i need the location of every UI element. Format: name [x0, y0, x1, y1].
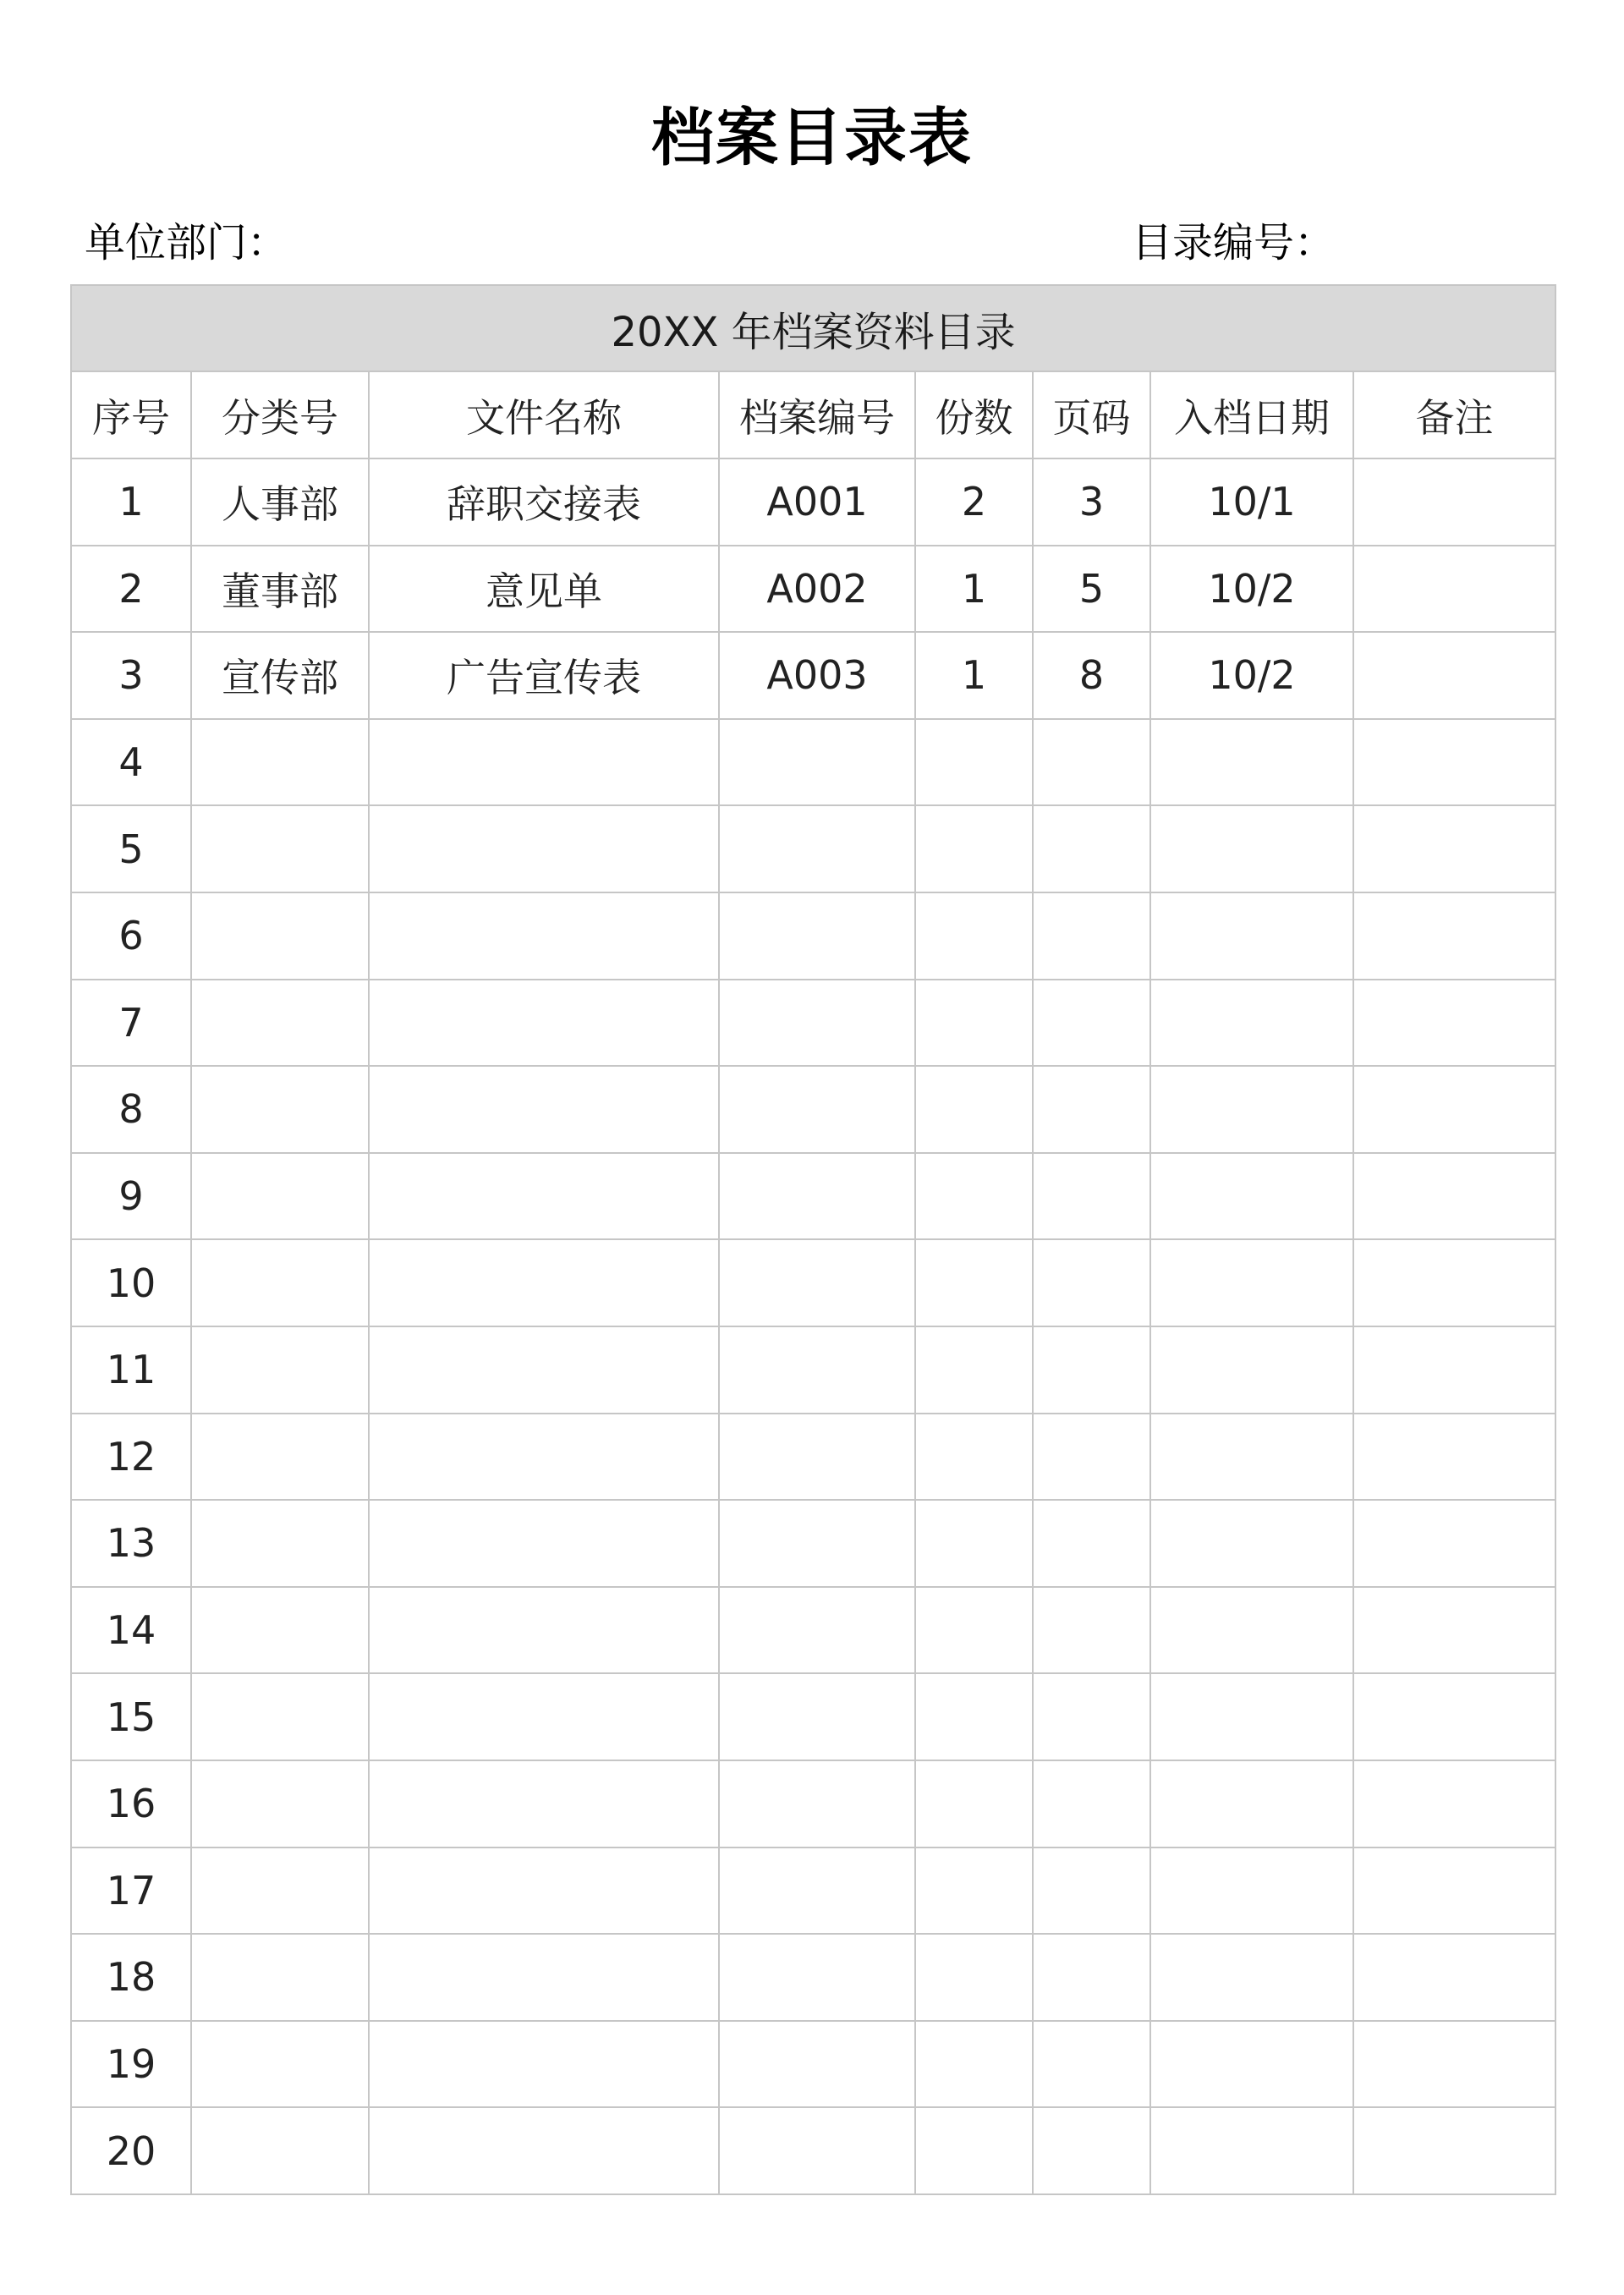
cell-archive-date [1150, 719, 1353, 806]
cell-category-code [191, 1414, 369, 1501]
cell-archive-date: 10/1 [1150, 458, 1353, 546]
cell-page: 5 [1033, 546, 1150, 633]
table-row [71, 1760, 1555, 1848]
table-row [71, 2021, 1555, 2108]
cell-copies [915, 1239, 1033, 1326]
cell-remarks [1353, 1066, 1555, 1153]
cell-file-name: 意见单 [369, 546, 719, 633]
cell-archive-number [719, 892, 915, 980]
cell-archive-date [1150, 1066, 1353, 1153]
cell-archive-number [719, 2021, 915, 2108]
cell-serial: 13 [71, 1500, 191, 1587]
cell-page [1033, 1326, 1150, 1414]
cell-archive-number [719, 1848, 915, 1935]
cell-serial: 8 [71, 1066, 191, 1153]
cell-remarks [1353, 632, 1555, 719]
cell-remarks [1353, 1848, 1555, 1935]
table-body [71, 458, 1555, 2194]
cell-page [1033, 892, 1150, 980]
cell-copies: 2 [915, 458, 1033, 546]
table-row [71, 1673, 1555, 1760]
cell-file-name [369, 1760, 719, 1848]
cell-file-name [369, 1066, 719, 1153]
header-category-code: 分类号 [191, 371, 369, 458]
table-header-row [71, 371, 1555, 458]
cell-file-name [369, 1848, 719, 1935]
cell-archive-date [1150, 1673, 1353, 1760]
table-row [71, 805, 1555, 892]
table-banner: 20XX 年档案资料目录 [71, 285, 1555, 371]
cell-archive-date [1150, 1326, 1353, 1414]
cell-archive-date [1150, 1848, 1353, 1935]
cell-page: 3 [1033, 458, 1150, 546]
cell-page [1033, 1587, 1150, 1674]
cell-archive-number [719, 1153, 915, 1240]
table-row [71, 1587, 1555, 1674]
cell-serial: 16 [71, 1760, 191, 1848]
cell-copies [915, 1934, 1033, 2021]
cell-page [1033, 1848, 1150, 1935]
cell-remarks [1353, 892, 1555, 980]
cell-file-name [369, 892, 719, 980]
cell-copies [915, 1760, 1033, 1848]
cell-copies [915, 2021, 1033, 2108]
cell-file-name [369, 2107, 719, 2194]
cell-archive-date [1150, 1587, 1353, 1674]
cell-serial: 12 [71, 1414, 191, 1501]
catalog-number-label: 目录编号： [1132, 219, 1336, 266]
cell-remarks [1353, 1934, 1555, 2021]
cell-remarks [1353, 719, 1555, 806]
cell-remarks [1353, 980, 1555, 1067]
table-row [71, 458, 1555, 546]
header-remarks: 备注 [1353, 371, 1555, 458]
cell-file-name [369, 1500, 719, 1587]
cell-file-name: 广告宣传表 [369, 632, 719, 719]
table-row [71, 892, 1555, 980]
cell-category-code [191, 1066, 369, 1153]
cell-category-code: 董事部 [191, 546, 369, 633]
cell-archive-number [719, 719, 915, 806]
cell-copies [915, 1673, 1033, 1760]
cell-copies [915, 1326, 1033, 1414]
cell-archive-number [719, 1934, 915, 2021]
cell-page [1033, 1066, 1150, 1153]
cell-category-code [191, 805, 369, 892]
table-row [71, 1066, 1555, 1153]
cell-serial: 5 [71, 805, 191, 892]
cell-archive-number [719, 1414, 915, 1501]
cell-page [1033, 1153, 1150, 1240]
cell-remarks [1353, 546, 1555, 633]
cell-page [1033, 719, 1150, 806]
cell-archive-date [1150, 1153, 1353, 1240]
cell-category-code [191, 2107, 369, 2194]
cell-serial: 18 [71, 1934, 191, 2021]
cell-category-code [191, 892, 369, 980]
cell-archive-number [719, 1587, 915, 1674]
cell-file-name [369, 719, 719, 806]
cell-remarks [1353, 1239, 1555, 1326]
cell-serial: 19 [71, 2021, 191, 2108]
table-row [71, 546, 1555, 633]
cell-archive-date [1150, 2021, 1353, 2108]
table-row [71, 1326, 1555, 1414]
cell-category-code: 人事部 [191, 458, 369, 546]
cell-copies [915, 1587, 1033, 1674]
cell-copies [915, 2107, 1033, 2194]
cell-file-name [369, 1239, 719, 1326]
cell-copies [915, 1066, 1033, 1153]
cell-archive-date [1150, 1934, 1353, 2021]
cell-remarks [1353, 1326, 1555, 1414]
cell-remarks [1353, 1587, 1555, 1674]
cell-file-name [369, 1153, 719, 1240]
cell-file-name [369, 2021, 719, 2108]
cell-copies [915, 892, 1033, 980]
cell-remarks [1353, 2107, 1555, 2194]
cell-archive-number: A001 [719, 458, 915, 546]
cell-file-name [369, 1587, 719, 1674]
cell-copies [915, 1500, 1033, 1587]
cell-category-code [191, 1673, 369, 1760]
table-row [71, 1153, 1555, 1240]
cell-serial: 10 [71, 1239, 191, 1326]
cell-page [1033, 1934, 1150, 2021]
cell-archive-number: A002 [719, 546, 915, 633]
cell-category-code [191, 719, 369, 806]
cell-page [1033, 2107, 1150, 2194]
cell-page: 8 [1033, 632, 1150, 719]
cell-archive-date [1150, 980, 1353, 1067]
cell-copies [915, 1153, 1033, 1240]
cell-archive-date [1150, 892, 1353, 980]
cell-serial: 7 [71, 980, 191, 1067]
cell-serial: 15 [71, 1673, 191, 1760]
cell-serial: 3 [71, 632, 191, 719]
cell-category-code [191, 1934, 369, 2021]
cell-remarks [1353, 1673, 1555, 1760]
table-banner-row [71, 285, 1555, 371]
cell-file-name [369, 1326, 719, 1414]
cell-archive-date [1150, 1239, 1353, 1326]
cell-file-name [369, 1414, 719, 1501]
cell-category-code [191, 2021, 369, 2108]
cell-category-code [191, 980, 369, 1067]
department-label: 单位部门： [85, 219, 288, 266]
cell-archive-number [719, 1326, 915, 1414]
cell-serial: 4 [71, 719, 191, 806]
header-archive-number: 档案编号 [719, 371, 915, 458]
table-row [71, 980, 1555, 1067]
cell-category-code [191, 1848, 369, 1935]
table-row [71, 1934, 1555, 2021]
table-row [71, 719, 1555, 806]
cell-category-code [191, 1239, 369, 1326]
cell-serial: 2 [71, 546, 191, 633]
cell-category-code [191, 1500, 369, 1587]
table-row [71, 1848, 1555, 1935]
page-title: 档案目录表 [651, 102, 973, 174]
cell-category-code [191, 1760, 369, 1848]
cell-file-name [369, 805, 719, 892]
cell-copies [915, 805, 1033, 892]
cell-remarks [1353, 458, 1555, 546]
cell-category-code [191, 1326, 369, 1414]
cell-page [1033, 805, 1150, 892]
cell-archive-date [1150, 1760, 1353, 1848]
cell-page [1033, 1673, 1150, 1760]
table-row [71, 1239, 1555, 1326]
cell-remarks [1353, 1153, 1555, 1240]
cell-copies [915, 980, 1033, 1067]
cell-archive-date [1150, 805, 1353, 892]
header-serial: 序号 [71, 371, 191, 458]
cell-page [1033, 980, 1150, 1067]
header-copies: 份数 [915, 371, 1033, 458]
cell-page [1033, 1500, 1150, 1587]
cell-archive-number [719, 1500, 915, 1587]
cell-archive-number: A003 [719, 632, 915, 719]
cell-archive-number [719, 1673, 915, 1760]
cell-serial: 6 [71, 892, 191, 980]
cell-serial: 9 [71, 1153, 191, 1240]
cell-category-code [191, 1153, 369, 1240]
header-archive-date: 入档日期 [1150, 371, 1353, 458]
cell-archive-date [1150, 1500, 1353, 1587]
cell-archive-date: 10/2 [1150, 632, 1353, 719]
cell-archive-date [1150, 2107, 1353, 2194]
cell-file-name: 辞职交接表 [369, 458, 719, 546]
cell-archive-number [719, 1066, 915, 1153]
cell-copies [915, 1414, 1033, 1501]
cell-remarks [1353, 805, 1555, 892]
table-row [71, 632, 1555, 719]
table-row [71, 1414, 1555, 1501]
cell-page [1033, 2021, 1150, 2108]
table-row [71, 1500, 1555, 1587]
cell-archive-date [1150, 1414, 1353, 1501]
cell-file-name [369, 980, 719, 1067]
cell-copies [915, 1848, 1033, 1935]
catalog-table [70, 284, 1556, 2195]
cell-copies: 1 [915, 632, 1033, 719]
cell-serial: 14 [71, 1587, 191, 1674]
cell-archive-number [719, 1239, 915, 1326]
cell-category-code: 宣传部 [191, 632, 369, 719]
cell-archive-number [719, 805, 915, 892]
cell-remarks [1353, 1760, 1555, 1848]
cell-file-name [369, 1934, 719, 2021]
cell-archive-number [719, 2107, 915, 2194]
cell-remarks [1353, 2021, 1555, 2108]
cell-file-name [369, 1673, 719, 1760]
header-page: 页码 [1033, 371, 1150, 458]
cell-archive-number [719, 1760, 915, 1848]
cell-copies: 1 [915, 546, 1033, 633]
cell-serial: 20 [71, 2107, 191, 2194]
cell-copies [915, 719, 1033, 806]
cell-archive-date: 10/2 [1150, 546, 1353, 633]
cell-page [1033, 1414, 1150, 1501]
table-row [71, 2107, 1555, 2194]
cell-remarks [1353, 1500, 1555, 1587]
cell-remarks [1353, 1414, 1555, 1501]
cell-serial: 1 [71, 458, 191, 546]
cell-page [1033, 1239, 1150, 1326]
header-file-name: 文件名称 [369, 371, 719, 458]
cell-archive-number [719, 980, 915, 1067]
cell-page [1033, 1760, 1150, 1848]
cell-serial: 11 [71, 1326, 191, 1414]
cell-serial: 17 [71, 1848, 191, 1935]
cell-category-code [191, 1587, 369, 1674]
